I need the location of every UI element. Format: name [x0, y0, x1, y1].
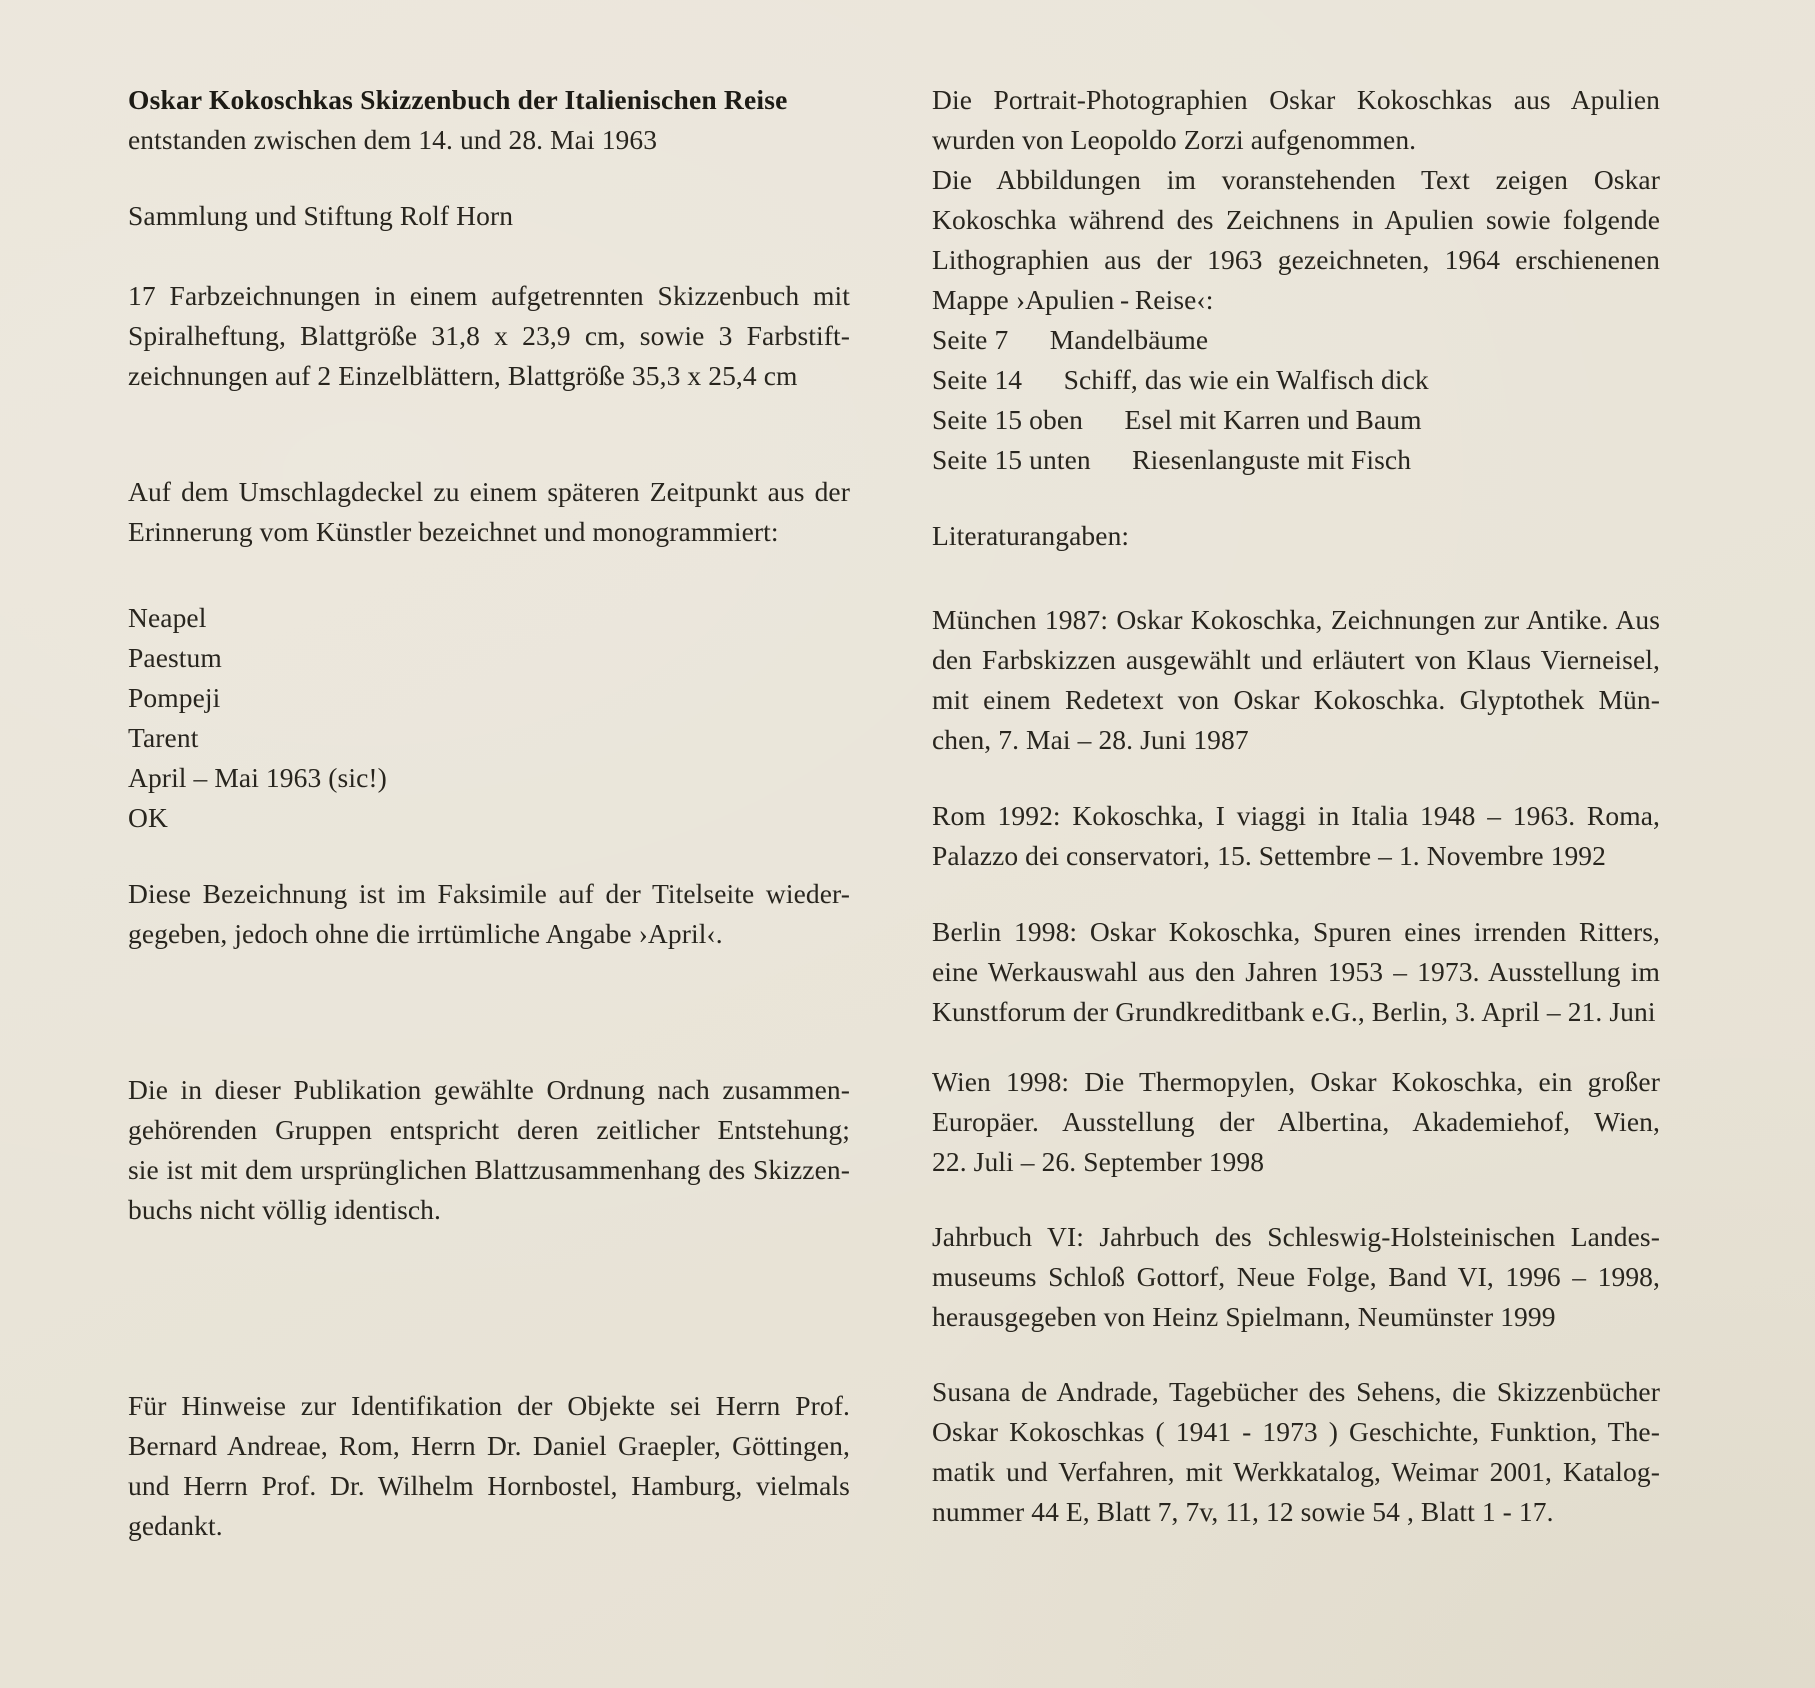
- text-line: Pompeji: [128, 682, 221, 713]
- text-line: Lithographien aus der 1963 gezeichneten, 1964 erschienenen: [932, 244, 1660, 275]
- text-line: Seite 15 oben Esel mit Karren und Baum: [932, 404, 1422, 435]
- text-line: Susana de Andrade, Tagebücher des Sehens, die Skizzenbücher: [932, 1376, 1660, 1407]
- text-line: Sammlung und Stiftung Rolf Horn: [128, 200, 514, 231]
- text-line: museums Schloß Gottorf, Neue Folge, Band VI, 1996 – 1998,: [932, 1261, 1660, 1292]
- right-column: [932, 80, 1660, 1532]
- text-line: matik und Verfahren, mit Werkkatalog, Weimar 2001, Katalog-: [932, 1456, 1660, 1487]
- literature-entry-wien-1998: [932, 1062, 1660, 1182]
- text-line: Seite 7 Mandelbäume: [932, 324, 1209, 355]
- text-line: den Farbskizzen ausgewählt und erläutert von Klaus Vierneisel,: [932, 644, 1660, 675]
- text-line: Spiralheftung, Blattgröße 31,8 x 23,9 cm, sowie 3 Farbstift-: [128, 320, 850, 351]
- text-line: Seite 15 unten Riesenlanguste mit Fisch: [932, 444, 1412, 475]
- text-line: Die in dieser Publikation gewählte Ordnung nach zusammen-: [128, 1074, 850, 1105]
- text-line: Bernard Andreae, Rom, Herrn Dr. Daniel Graepler, Göttingen,: [128, 1430, 850, 1461]
- left-column: [128, 80, 850, 1546]
- text-line: Jahrbuch VI: Jahrbuch des Schleswig-Holsteinischen Landes-: [932, 1221, 1660, 1252]
- collection-note: [128, 196, 850, 236]
- text-line: Literaturangaben:: [932, 520, 1130, 551]
- text-line: nummer 44 E, Blatt 7, 7v, 11, 12 sowie 54 , Blatt 1 - 17.: [932, 1496, 1554, 1527]
- text-line: gegeben, jedoch ohne die irrtümliche Angabe ›April‹.: [128, 918, 723, 949]
- inscription-intro: [128, 472, 850, 552]
- literature-entry-andrade: [932, 1372, 1660, 1532]
- inscription-list: [128, 598, 850, 838]
- text-line: Für Hinweise zur Identifikation der Objekte sei Herrn Prof.: [128, 1390, 850, 1421]
- text-line: 22. Juli – 26. September 1998: [932, 1146, 1265, 1177]
- text-line: Neapel: [128, 602, 207, 633]
- book-title: [128, 80, 850, 120]
- text-line: Mappe ›Apulien - Reise‹:: [932, 284, 1214, 315]
- text-line: Wien 1998: Die Thermopylen, Oskar Kokoschka, ein großer: [932, 1066, 1660, 1097]
- text-line: Erinnerung vom Künstler bezeichnet und monogrammiert:: [128, 516, 779, 547]
- ordering-note: [128, 1070, 850, 1230]
- acknowledgement: [128, 1386, 850, 1546]
- text-line: und Herrn Prof. Dr. Wilhelm Hornbostel, Hamburg, vielmals: [128, 1470, 850, 1501]
- literature-heading: [932, 516, 1660, 556]
- text-line: buchs nicht völlig identisch.: [128, 1194, 441, 1225]
- literature-entry-berlin-1998: [932, 912, 1660, 1032]
- text-line: Auf dem Umschlagdeckel zu einem späteren Zeitpunkt aus der: [128, 476, 850, 507]
- literature-entry-jahrbuch-vi: [932, 1217, 1660, 1337]
- book-date: [128, 120, 850, 160]
- text-line: wurden von Leopoldo Zorzi aufgenommen.: [932, 124, 1417, 155]
- text-line: Oskar Kokoschkas ( 1941 - 1973 ) Geschichte, Funktion, The-: [932, 1416, 1660, 1447]
- text-line: herausgegeben von Heinz Spielmann, Neumünster 1999: [932, 1301, 1556, 1332]
- facsimile-note: [128, 874, 850, 954]
- text-line: entstanden zwischen dem 14. und 28. Mai 1963: [128, 124, 658, 155]
- plate-list: [932, 320, 1660, 480]
- text-line: gehörenden Gruppen entspricht deren zeitlicher Entstehung;: [128, 1114, 850, 1145]
- text-line: Kokoschka während des Zeichnens in Apulien sowie folgende: [932, 204, 1660, 235]
- literature-entry-muenchen-1987: [932, 600, 1660, 760]
- text-line: Berlin 1998: Oskar Kokoschka, Spuren eines irrenden Ritters,: [932, 916, 1660, 947]
- text-line: chen, 7. Mai – 28. Juni 1987: [932, 724, 1249, 755]
- text-line: gedankt.: [128, 1510, 223, 1541]
- text-line: Die Abbildungen im voranstehenden Text zeigen Oskar: [932, 164, 1660, 195]
- text-line: Oskar Kokoschkas Skizzenbuch der Italienischen Reise: [128, 84, 788, 115]
- text-line: eine Werkauswahl aus den Jahren 1953 – 1973. Ausstellung im: [932, 956, 1660, 987]
- literature-entry-rom-1992: [932, 796, 1660, 876]
- text-line: Rom 1992: Kokoschka, I viaggi in Italia 1948 – 1963. Roma,: [932, 800, 1660, 831]
- text-line: Palazzo dei conservatori, 15. Settembre – 1. Novembre 1992: [932, 840, 1607, 871]
- text-line: München 1987: Oskar Kokoschka, Zeichnungen zur Antike. Aus: [932, 604, 1660, 635]
- text-line: OK: [128, 802, 168, 833]
- text-line: Paestum: [128, 642, 222, 673]
- text-line: Kunstforum der Grundkreditbank e.G., Berlin, 3. April – 21. Juni: [932, 996, 1656, 1027]
- text-line: Europäer. Ausstellung der Albertina, Akademiehof, Wien,: [932, 1106, 1660, 1137]
- text-line: April – Mai 1963 (sic!): [128, 762, 387, 793]
- text-line: Die Portrait-Photographien Oskar Kokoschkas aus Apulien: [932, 84, 1660, 115]
- illustrations-note: [932, 160, 1660, 320]
- text-line: mit einem Redetext von Oskar Kokoschka. Glyptothek Mün-: [932, 684, 1660, 715]
- text-line: zeichnungen auf 2 Einzelblättern, Blattgröße 35,3 x 25,4 cm: [128, 360, 798, 391]
- text-line: Seite 14 Schiff, das wie ein Walfisch dick: [932, 364, 1429, 395]
- text-line: Tarent: [128, 722, 199, 753]
- text-line: sie ist mit dem ursprünglichen Blattzusammenhang des Skizzen-: [128, 1154, 850, 1185]
- text-line: Diese Bezeichnung ist im Faksimile auf der Titelseite wieder-: [128, 878, 850, 909]
- text-line: 17 Farbzeichnungen in einem aufgetrennten Skizzenbuch mit: [128, 280, 850, 311]
- photo-credit: [932, 80, 1660, 160]
- physical-description: [128, 276, 850, 396]
